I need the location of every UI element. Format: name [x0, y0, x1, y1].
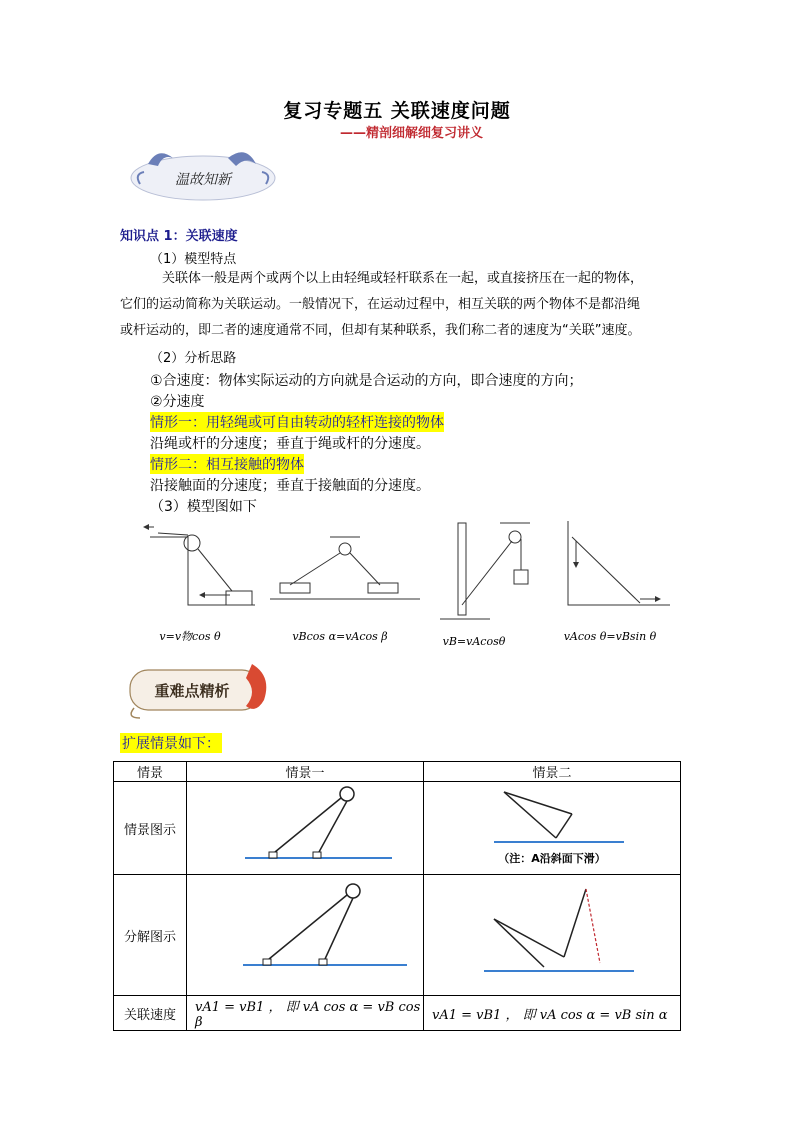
row2-label: 分解图示	[114, 875, 187, 996]
page-subtitle: ——精剖细解细复习讲义	[340, 126, 484, 141]
header-scenario-1: 情景一	[187, 762, 424, 782]
s1-line-0: 关联体一般是两个或两个以上由轻绳或轻杆联系在一起，或直接挤压在一起的物体，	[162, 271, 644, 286]
s1-heading: （1）模型特点	[150, 252, 237, 267]
table-header-row	[114, 762, 681, 782]
model-eq-3: vB=vAcosθ	[442, 635, 506, 648]
s1-line-2: 或杆运动的，即二者的速度通常不同，但却有某种联系，我们称二者的速度为“关联”速度。	[120, 323, 641, 338]
extension-label: 扩展情景如下：	[120, 733, 222, 753]
header-scenario: 情景	[114, 762, 187, 782]
banner1-text: 温故知新	[175, 172, 231, 188]
table-row-decomposition	[114, 875, 681, 996]
s2-line1: ①合速度：物体实际运动的方向就是合运动的方向，即合速度的方向；	[150, 373, 583, 389]
model-figure-2	[270, 537, 420, 599]
banner2-text: 重难点精析	[154, 682, 230, 700]
model-eq-1: v=v物cos θ	[159, 630, 221, 643]
case2-label: 情形二：相互接触的物体	[150, 454, 304, 474]
model-eq-4: vAcos θ=vBsin θ	[563, 630, 657, 643]
review-banner	[128, 144, 278, 202]
scenario1-relation: vA1 = vB1 ， 即 vA cos α = vB cos β	[187, 996, 424, 1031]
scenario2-decomposition	[424, 875, 681, 996]
key-points-banner	[124, 656, 274, 722]
scenario1-figure	[187, 782, 424, 875]
scenario-table	[113, 761, 681, 1031]
case1-label: 情形一：用轻绳或可自由转动的轻杆连接的物体	[150, 412, 444, 432]
scenario2-note: （注：A沿斜面下滑）	[498, 852, 606, 865]
model-figures	[140, 515, 680, 655]
scenario1-decomposition	[187, 875, 424, 996]
s3-heading: （3）模型图如下	[150, 499, 257, 515]
model-figure-3	[440, 523, 530, 619]
table-row-relation	[114, 996, 681, 1031]
header-scenario-2: 情景二	[424, 762, 681, 782]
model-figure-4	[568, 521, 670, 605]
row1-label: 情景图示	[114, 782, 187, 875]
s2-heading: （2）分析思路	[150, 351, 237, 366]
case2-text: 沿接触面的分速度；垂直于接触面的分速度。	[150, 478, 430, 494]
model-figure-1	[144, 527, 255, 605]
scenario2-relation: vA1 = vB1 ， 即 vA cos α = vB sin α	[424, 996, 681, 1031]
page-title: 复习专题五 关联速度问题	[283, 100, 511, 122]
table-row-illustration	[114, 782, 681, 875]
s2-line2: ②分速度	[150, 394, 205, 410]
scenario2-figure	[424, 782, 681, 875]
case1-text: 沿绳或杆的分速度；垂直于绳或杆的分速度。	[150, 436, 430, 452]
model-eq-2: vBcos α=vAcos β	[292, 630, 388, 643]
knowledge-point-title: 知识点 1：关联速度	[120, 229, 238, 244]
s1-line-1: 它们的运动简称为关联运动。一般情况下，在运动过程中，相互关联的两个物体不是都沿绳	[120, 297, 641, 312]
row3-label: 关联速度	[114, 996, 187, 1031]
